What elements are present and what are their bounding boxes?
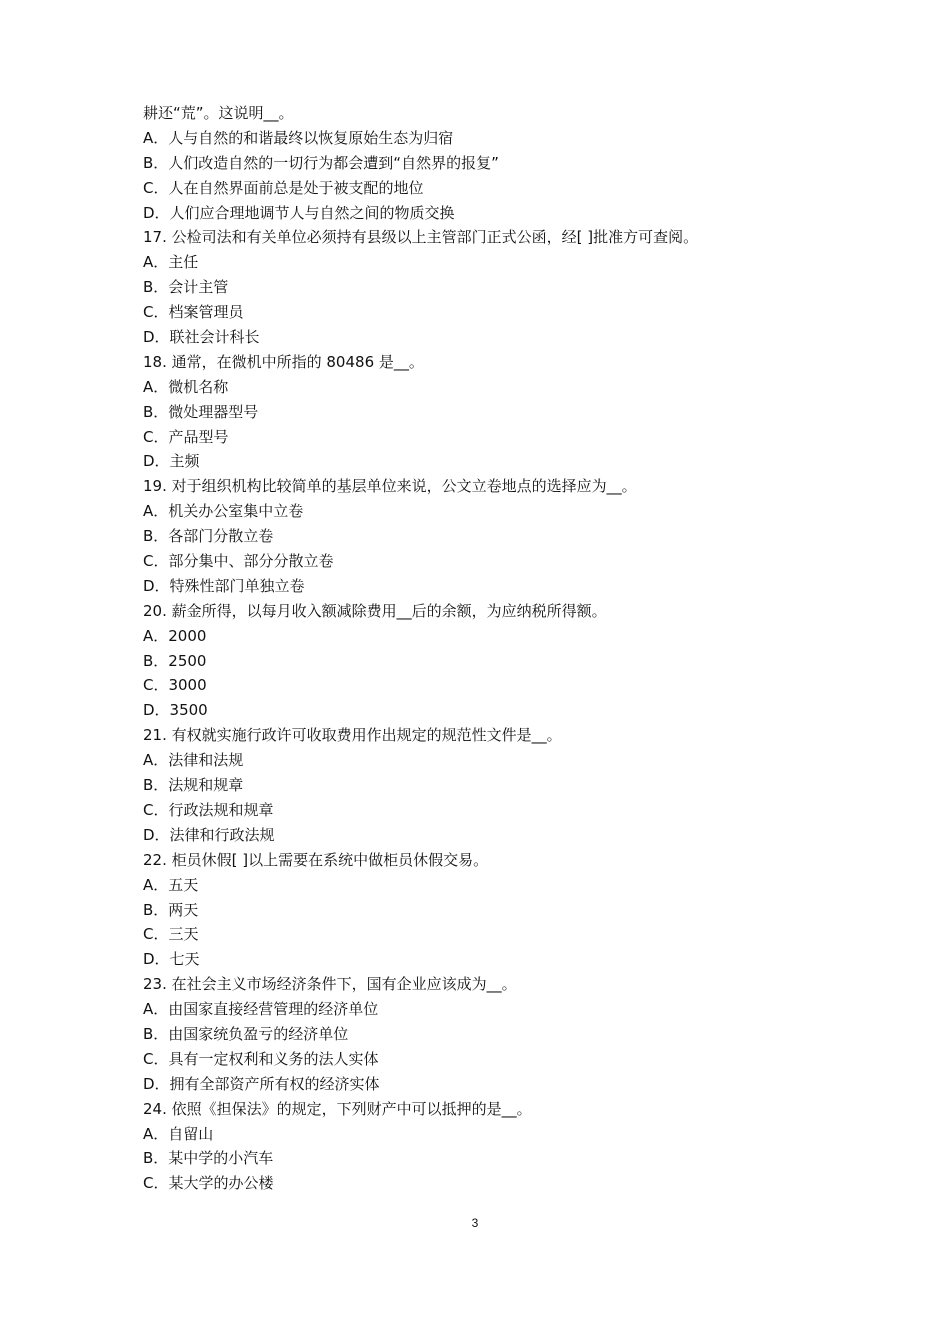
text-line: 20. 薪金所得，以每月收入额减除费用__后的余额，为应纳税所得额。: [143, 601, 607, 620]
text-line: 24. 依照《担保法》的规定，下列财产中可以抵押的是__。: [143, 1099, 532, 1118]
text-line: D．拥有全部资产所有权的经济实体: [143, 1074, 380, 1093]
text-line: D．3500: [143, 701, 208, 720]
text-line: A．由国家直接经营管理的经济单位: [143, 1000, 379, 1019]
text-line: C．具有一定权利和义务的法人实体: [143, 1049, 379, 1068]
text-line: B．法规和规章: [143, 776, 244, 795]
text-line: B．微处理器型号: [143, 402, 259, 421]
text-line: D．主频: [143, 452, 200, 471]
text-line: D．人们应合理地调节人与自然之间的物质交换: [143, 203, 455, 222]
text-line: A．微机名称: [143, 377, 229, 396]
text-line: B．2500: [143, 651, 207, 670]
text-line: C．人在自然界面前总是处于被支配的地位: [143, 178, 424, 197]
text-line: B．会计主管: [143, 278, 229, 297]
text-line: C．产品型号: [143, 427, 229, 446]
text-line: A．法律和法规: [143, 751, 244, 770]
text-line: A．机关办公室集中立卷: [143, 502, 304, 521]
text-line: B．人们改造自然的一切行为都会遭到“自然界的报复”: [143, 153, 499, 172]
text-line: B．两天: [143, 900, 199, 919]
text-line: A．自留山: [143, 1124, 214, 1143]
text-line: D．七天: [143, 950, 200, 969]
text-line: B．某中学的小汽车: [143, 1149, 274, 1168]
text-line: 22. 柜员休假[ ]以上需要在系统中做柜员休假交易。: [143, 850, 489, 869]
text-line: A．五天: [143, 875, 199, 894]
text-line: C．行政法规和规章: [143, 800, 274, 819]
document-body: [143, 101, 823, 1196]
text-line: B．由国家统负盈亏的经济单位: [143, 1024, 349, 1043]
text-line: C．某大学的办公楼: [143, 1174, 274, 1193]
text-line: 耕还“荒”。这说明__。: [143, 104, 294, 122]
text-line: 23. 在社会主义市场经济条件下，国有企业应该成为__。: [143, 975, 517, 994]
text-line: 17. 公检司法和有关单位必须持有县级以上主管部门正式公函，经[ ]批准方可查阅。: [143, 228, 699, 247]
text-line: C．部分集中、部分分散立卷: [143, 552, 334, 571]
text-line: A．2000: [143, 626, 207, 645]
text-line: 19. 对于组织机构比较简单的基层单位来说，公文立卷地点的选择应为__。: [143, 477, 637, 496]
text-line: 21. 有权就实施行政许可收取费用作出规定的规范性文件是__。: [143, 726, 562, 745]
text-line: B．各部门分散立卷: [143, 527, 274, 546]
text-line: D．联社会计科长: [143, 328, 260, 347]
text-line: C．三天: [143, 925, 199, 944]
text-line: C．档案管理员: [143, 303, 244, 322]
text-line: D．特殊性部门单独立卷: [143, 576, 305, 595]
text-line: 18. 通常，在微机中所指的 80486 是__。: [143, 352, 424, 371]
page-number: 3: [471, 1216, 479, 1230]
text-line: C．3000: [143, 676, 207, 695]
text-line: A．人与自然的和谐最终以恢复原始生态为归宿: [143, 128, 454, 147]
text-line: D．法律和行政法规: [143, 825, 275, 844]
text-line: A．主任: [143, 253, 199, 272]
